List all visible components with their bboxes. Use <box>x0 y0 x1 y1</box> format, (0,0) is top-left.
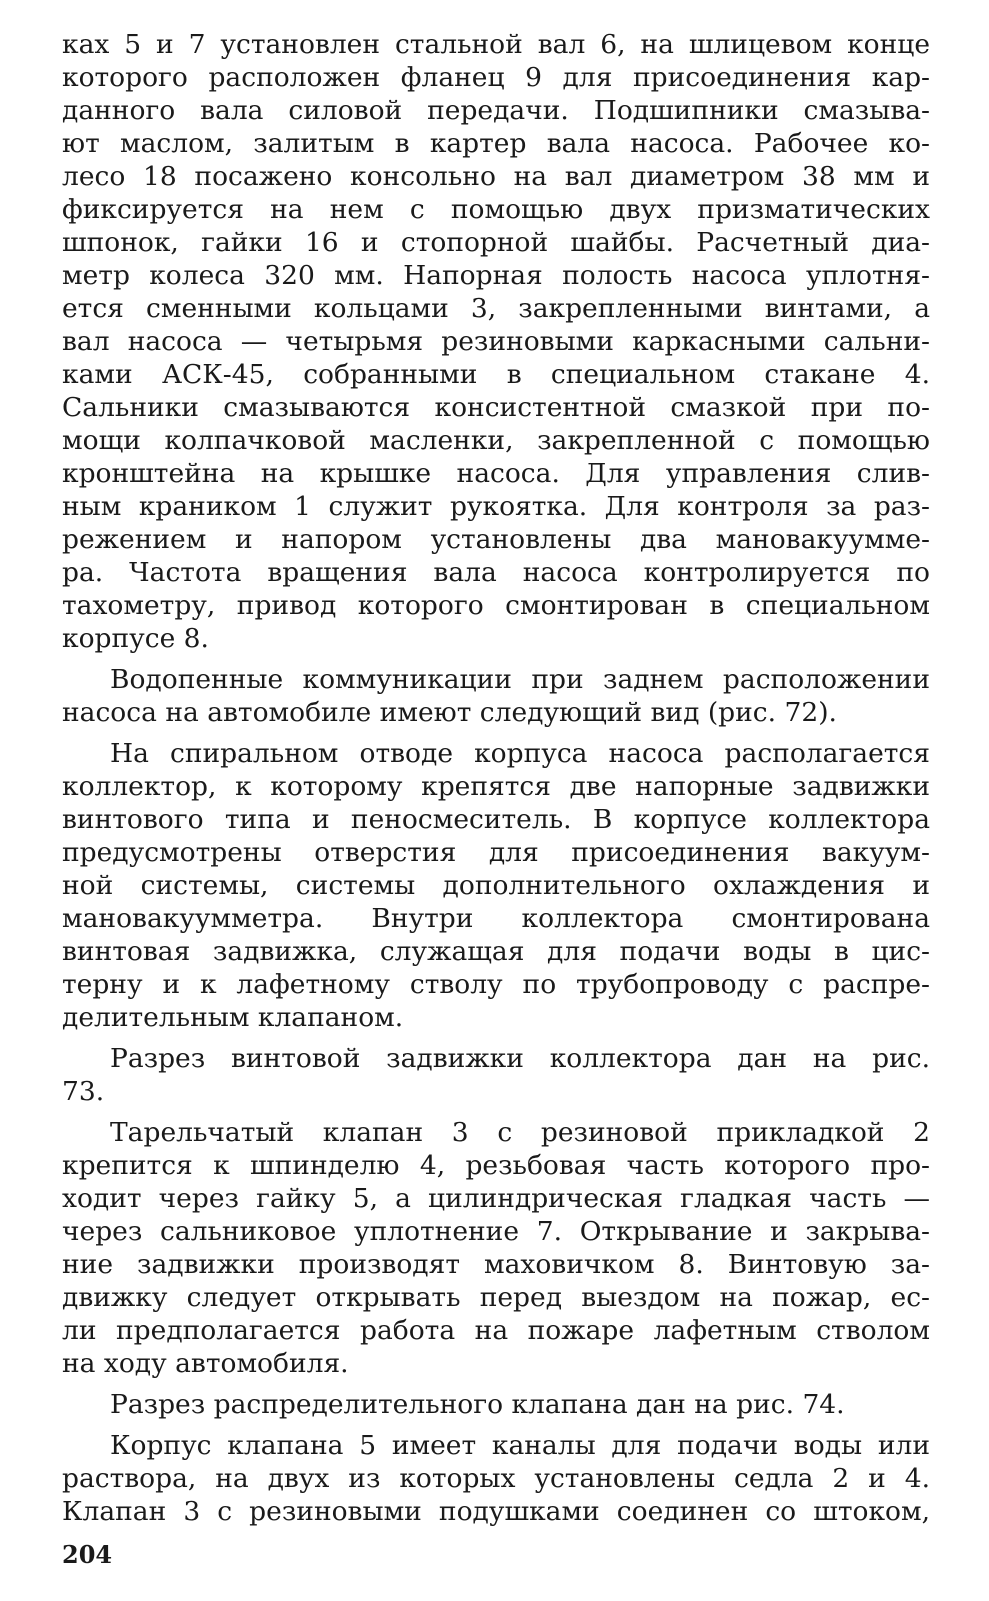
paragraph <box>62 1429 930 1528</box>
text-line: метр колеса 320 мм. Напорная полость насоса уплотня- <box>62 260 930 291</box>
page-body <box>62 28 930 1536</box>
text-line: данного вала силовой передачи. Подшипники смазыва- <box>62 95 930 126</box>
text-line: мощи колпачковой масленки, закрепленной с помощью <box>62 425 930 456</box>
text-line: ной системы, системы дополнительного охлаждения и <box>62 870 930 901</box>
paragraph <box>62 1116 930 1380</box>
paragraph <box>62 28 930 655</box>
text-line: Клапан 3 с резиновыми подушками соединен со штоком, <box>62 1496 930 1527</box>
text-line: ра. Частота вращения вала насоса контролируется по <box>62 557 930 588</box>
text-line: терну и к лафетному стволу по трубопроводу с распре- <box>62 969 930 1000</box>
text-line: ками АСК-45, собранными в специальном стакане 4. <box>62 359 930 390</box>
text-line: Разрез распределительного клапана дан на рис. 74. <box>110 1389 845 1420</box>
text-line: через сальниковое уплотнение 7. Открывание и закрыва- <box>62 1216 930 1247</box>
paragraph <box>62 737 930 1034</box>
text-line: ется сменными кольцами 3, закрепленными винтами, а <box>62 293 930 324</box>
text-line: фиксируется на нем с помощью двух призматических <box>62 194 930 225</box>
text-line: Разрез винтовой задвижки коллектора дан на рис. <box>110 1043 930 1074</box>
paragraph <box>62 663 930 729</box>
text-line: на ходу автомобиля. <box>62 1348 349 1379</box>
text-line: корпусе 8. <box>62 623 209 654</box>
text-line: Корпус клапана 5 имеет каналы для подачи воды или <box>110 1430 930 1461</box>
paragraph <box>62 1042 930 1108</box>
text-line: кронштейна на крышке насоса. Для управления слив- <box>62 458 930 489</box>
text-line: делительным клапаном. <box>62 1002 404 1033</box>
text-line: винтовая задвижка, служащая для подачи воды в цис- <box>62 936 930 967</box>
text-line: лесо 18 посажено консольно на вал диаметром 38 мм и <box>62 161 930 192</box>
text-line: ют маслом, залитым в картер вала насоса. Рабочее ко- <box>62 128 930 159</box>
text-line: ние задвижки производят маховичком 8. Винтовую за- <box>62 1249 930 1280</box>
text-line: которого расположен фланец 9 для присоединения кар- <box>62 62 930 93</box>
text-line: предусмотрены отверстия для присоединения вакуум- <box>62 837 930 868</box>
text-line: движку следует открывать перед выездом на пожар, ес- <box>62 1282 930 1313</box>
text-line: ходит через гайку 5, а цилиндрическая гладкая часть — <box>62 1183 930 1214</box>
text-line: тахометру, привод которого смонтирован в специальном <box>62 590 930 621</box>
text-line: ли предполагается работа на пожаре лафетным стволом <box>62 1315 930 1346</box>
text-line: раствора, на двух из которых установлены седла 2 и 4. <box>62 1463 930 1494</box>
page-number: 204 <box>62 1540 113 1569</box>
text-line: ным краником 1 служит рукоятка. Для контроля за раз- <box>62 491 930 522</box>
text-line: коллектор, к которому крепятся две напорные задвижки <box>62 771 930 802</box>
text-line: насоса на автомобиле имеют следующий вид (рис. 72). <box>62 697 837 728</box>
text-line: крепится к шпинделю 4, резьбовая часть которого про- <box>62 1150 930 1181</box>
paragraph <box>62 1388 930 1421</box>
text-line: ках 5 и 7 установлен стальной вал 6, на шлицевом конце <box>62 29 930 60</box>
text-line: Тарельчатый клапан 3 с резиновой прикладкой 2 <box>110 1117 930 1148</box>
text-line: На спиральном отводе корпуса насоса располагается <box>110 738 930 769</box>
text-line: режением и напором установлены два мановакуумме- <box>62 524 930 555</box>
text-line: винтового типа и пеносмеситель. В корпусе коллектора <box>62 804 930 835</box>
text-line: вал насоса — четырьмя резиновыми каркасными сальни- <box>62 326 930 357</box>
text-line: мановакуумметра. Внутри коллектора смонтирована <box>62 903 930 934</box>
text-line: Водопенные коммуникации при заднем расположении <box>110 664 930 695</box>
text-line: шпонок, гайки 16 и стопорной шайбы. Расчетный диа- <box>62 227 930 258</box>
text-line: Сальники смазываются консистентной смазкой при по- <box>62 392 930 423</box>
text-line: 73. <box>62 1076 105 1107</box>
